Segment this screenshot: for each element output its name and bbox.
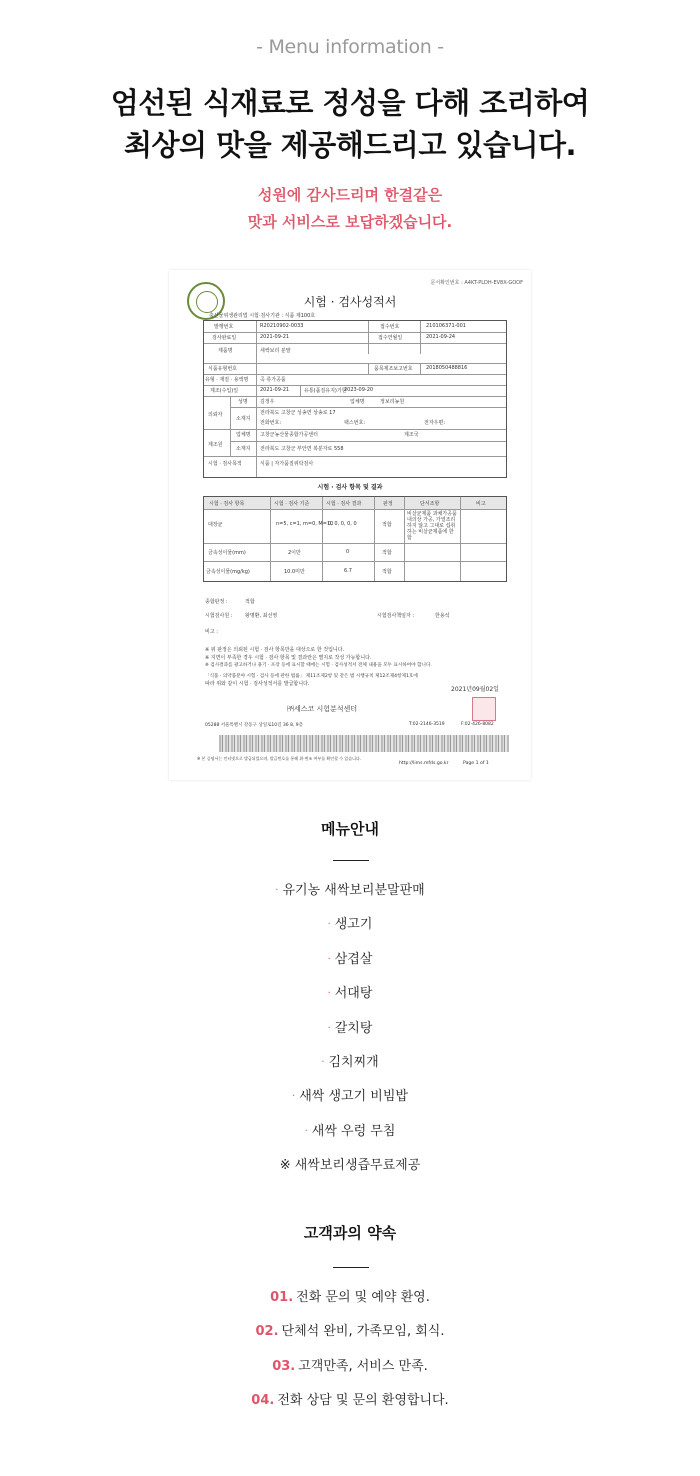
result-standard: n=5, c=1, m=0, M=10: [276, 521, 334, 527]
result-header: 시험 · 검사 기준: [274, 501, 310, 507]
result-item: 금속성이물(mm): [208, 550, 246, 556]
issuer-address: 05288 서울특별시 강동구 상일로10길 36 8, 9층: [205, 723, 304, 728]
manager-value: 한용석: [435, 613, 450, 619]
field-value: 새싹보리 분말: [260, 348, 291, 354]
menu-item-label: 갈치탕: [334, 1020, 373, 1036]
overall-label: 종합판정 :: [205, 599, 228, 605]
field-label: 시험 · 검사목적: [208, 461, 242, 467]
promise-number: 04.: [251, 1393, 275, 1409]
field-label: 제조(수입)일: [210, 388, 239, 394]
result-verdict: 적합: [382, 550, 392, 556]
menu-section-title: 메뉴안내: [321, 820, 379, 838]
menu-item: [0, 948, 700, 982]
field-value: 2023-09-20: [344, 387, 374, 393]
issuer-stamp-icon: [472, 697, 496, 721]
menu-item-label: 삼겹살: [334, 951, 373, 967]
bullet-icon: ·: [292, 1091, 296, 1103]
field-label: 품목제조보고번호: [374, 366, 413, 372]
issue-date: 2021년09월02일: [451, 686, 499, 693]
menu-divider: [333, 860, 369, 861]
field-label: 식품유형번호: [208, 366, 237, 372]
field-label: 유통(품질유지)기한: [304, 388, 347, 394]
note-line: ※ 위 판정은 의뢰된 시험 · 검사 항목만을 대상으로 한 것입니다.: [205, 647, 345, 653]
promise-text: 전화 상담 및 문의 환영합니다.: [277, 1393, 449, 1409]
test-certificate-document: [169, 270, 531, 780]
field-label: 발행번호: [214, 324, 234, 330]
field-label: 제품명: [218, 348, 233, 354]
field-label: 팩스번호:: [344, 420, 366, 426]
result-header: 시험 · 검사 항목: [209, 501, 245, 507]
field-label: 소재지: [236, 446, 251, 452]
menu-item-label: 유기농 새싹보리분말판매: [282, 883, 425, 898]
menu-item: [0, 1017, 700, 1051]
result-value: 0, 0, 0, 0, 0: [328, 521, 357, 527]
field-label: 접수번호: [380, 324, 400, 330]
result-header: 비고: [476, 501, 486, 507]
agency-text: 축산물위생관리법 시험·검사기관 : 식품 제100호: [209, 313, 316, 319]
menu-list: [0, 879, 700, 1189]
field-value: 210106371-001: [426, 323, 466, 329]
info-table: [203, 320, 507, 478]
menu-item-label: 생고기: [334, 917, 373, 933]
field-value: 식품 | 자가품질위탁검사: [260, 461, 314, 467]
menu-item-label: 새싹 생고기 비빔밥: [299, 1089, 408, 1105]
promise-text: 전화 문의 및 예약 환영.: [296, 1290, 430, 1305]
menu-item-label: 새싹 우렁 무침: [311, 1123, 396, 1139]
promise-item: [0, 1320, 700, 1354]
issuer-name: ㈜세스코 시험분석센터: [287, 705, 358, 713]
note-line: ※ 지면이 부족한 경우 시험 · 검사 항목 및 결과란은 별지로 작성 가능합니다.: [205, 655, 372, 661]
result-value: 0: [346, 549, 350, 555]
result-item: 금속성이물(mg/kg): [206, 569, 250, 575]
result-standard: 2이만: [288, 550, 301, 556]
tester-value: 왕명환, 최선영: [245, 613, 278, 619]
field-value: 전라북도 고창군 부안면 복분자로 558: [260, 446, 344, 452]
field-label: 검사완료일: [212, 335, 237, 341]
field-label: 전자우편:: [424, 420, 446, 426]
field-value: 고창군농산물종합가공센터: [260, 432, 318, 438]
manager-label: 시험검사책임자 :: [377, 613, 415, 619]
promise-list: [0, 1286, 700, 1424]
promise-number: 02.: [255, 1324, 279, 1340]
field-value: 곡 류가공품: [260, 377, 286, 383]
field-label: 업체명: [236, 432, 251, 438]
bullet-icon: ·: [327, 1022, 331, 1034]
result-item: 대장균: [208, 522, 223, 528]
issuer-fax: F:02-426-8082: [461, 722, 494, 727]
note-line: ※ 검사결과를 광고하거나 용기 · 포장 등에 표시할 때에는 시험 · 검사성적서 전체 내용을 모두 표시하여야 합니다.: [205, 663, 432, 668]
promise-number: 01.: [270, 1290, 294, 1305]
promise-section-title: 고객과의 약속: [303, 1224, 397, 1242]
field-value: 전라북도 고창군 성송면 상송로 17: [260, 410, 336, 416]
promise-item: [0, 1355, 700, 1389]
field-value: 2021-09-21: [260, 334, 290, 340]
promise-text: 단체석 완비, 가족모임, 회식.: [281, 1324, 445, 1340]
barcode-strip: [219, 735, 509, 752]
field-label: 제조국: [404, 432, 419, 438]
footer-page: Page 1 of 1: [463, 761, 489, 766]
bullet-icon: ·: [321, 1056, 325, 1068]
field-value: 2018050488816: [426, 365, 468, 371]
menu-item: [0, 1120, 700, 1154]
menu-item-label: 김치찌개: [328, 1054, 379, 1070]
tagline: [0, 182, 700, 236]
result-header: 판정: [383, 501, 393, 507]
promise-divider: [333, 1267, 369, 1268]
bullet-icon: ·: [327, 988, 331, 1000]
result-verdict: 적합: [382, 569, 392, 575]
field-label: 업체명: [350, 399, 365, 405]
promise-number: 03.: [272, 1358, 296, 1374]
bullet-icon: ·: [275, 885, 279, 896]
field-label: 성명: [238, 399, 248, 405]
result-verdict: 적합: [382, 522, 392, 528]
results-title: 시험 · 검사 항목 및 결과: [317, 484, 383, 491]
issuer-phone: T:02-2146-3519: [409, 722, 445, 727]
menu-info-subtitle: - Menu information -: [256, 36, 444, 58]
headline-line-2: 최상의 맛을 제공해드리고 있습니다.: [123, 128, 577, 162]
certificate-title: 시험 · 검사성적서: [303, 295, 397, 309]
remarks-label: 비고 :: [205, 629, 218, 635]
bullet-icon: ·: [327, 953, 331, 965]
menu-footnote: ※ 새싹보리생즙무료제공: [279, 1158, 421, 1174]
footer-note: ※ 본 증명서는 인터넷으로 발급되었으며, 발급번호를 통해 위·변조 여부를 확인할 수 있습니다.: [197, 756, 362, 761]
result-header: 시험 · 검사 결과: [326, 501, 362, 507]
bullet-icon: ·: [304, 1125, 308, 1137]
field-value: 2021-09-21: [260, 387, 290, 393]
bullet-icon: ·: [327, 919, 331, 931]
menu-item: [0, 913, 700, 947]
menu-item: [0, 1085, 700, 1119]
manufacturer-label: 제조원: [208, 442, 223, 448]
result-standard: 10.0미만: [284, 569, 305, 575]
promise-item: [0, 1286, 700, 1320]
menu-item-label: 서대탕: [334, 986, 373, 1002]
doc-number: 문서확인번호 : A4KT-PLDH-EV8X-GOOF: [430, 280, 523, 286]
promise-item: [0, 1389, 700, 1423]
field-value: 정보리농원: [380, 399, 405, 405]
menu-item: [0, 1051, 700, 1085]
headline-line-1: 엄선된 식재료로 정성을 다해 조리하여: [110, 86, 590, 120]
menu-item: [0, 879, 700, 913]
field-label: 소재지: [236, 416, 251, 422]
law-line: 「식품 · 의약품분야 시험 · 검사 등에 관한 법률」 제11조제2항 및 같은 법 시행규칙 제12조제4항제1호에: [205, 674, 418, 679]
tagline-line-1: 성원에 감사드리며 한결같은: [257, 186, 443, 204]
result-note: 비살균제품 과채가공품 내의상 가공, 가열조리하지 않고 그대로 섭취하는 비살균제품에 한함: [407, 511, 457, 541]
field-label: 접수연월일: [378, 335, 403, 341]
results-table: [203, 496, 507, 582]
field-label: 유형 · 재질 · 용액명: [205, 377, 249, 383]
law-line: 따라 위와 같이 시험 · 검사성적서를 발급합니다.: [205, 681, 310, 687]
applicant-label: 의뢰자: [208, 412, 223, 418]
headline: [0, 82, 700, 166]
overall-value: 적합: [245, 599, 255, 605]
field-value: 2021-09-24: [426, 334, 456, 340]
tagline-line-2: 맛과 서비스로 보답하겠습니다.: [247, 213, 453, 231]
promise-text: 고객만족, 서비스 만족.: [298, 1358, 428, 1374]
field-label: 전화번호:: [260, 420, 282, 426]
field-value: R20210902-0033: [260, 323, 304, 329]
result-value: 6.7: [344, 568, 352, 574]
result-header: 단서조항: [420, 501, 440, 507]
field-value: 김정우: [260, 399, 275, 405]
footer-url: http://lims.mfds.go.kr: [399, 761, 449, 766]
tester-label: 시험검사원 :: [205, 613, 233, 619]
menu-item: [0, 982, 700, 1016]
